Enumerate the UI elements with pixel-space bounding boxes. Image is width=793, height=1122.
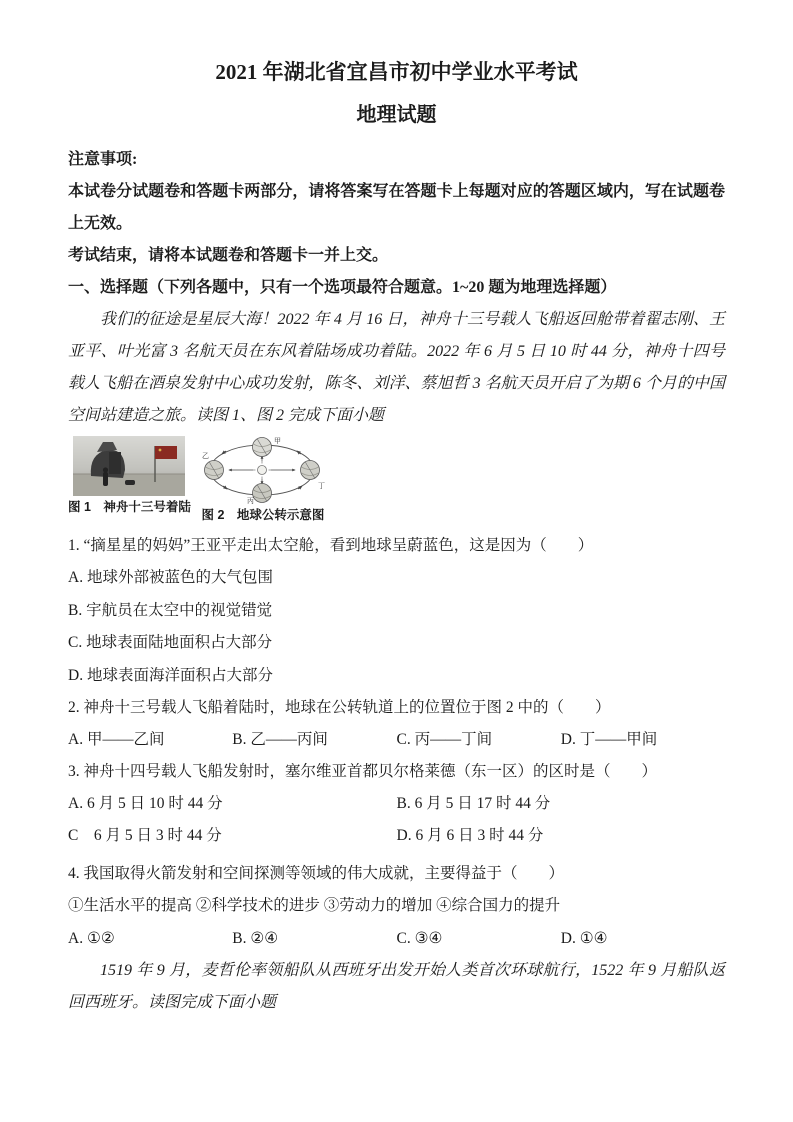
orbit-label-ding: 丁 [317, 482, 325, 490]
notice-rules: 本试卷分试题卷和答题卡两部分，请将答案写在答题卡上每题对应的答题区域内，写在试题卷上无效。 [68, 183, 725, 232]
question-4-option-b: B. ②④ [232, 929, 279, 947]
passage-magellan: 1519 年 9 月，麦哲伦率领船队从西班牙出发开始人类首次环球航行，1522 年 9 月船队返回西班牙。读图完成下面小题 [68, 961, 725, 1011]
exam-title: 2021 年湖北省宜昌市初中学业水平考试 [215, 60, 578, 84]
orbit-label-bing: 丙 [246, 497, 254, 504]
question-1-stem: 1. “摘星星的妈妈”王亚平走出太空舱，看到地球呈蔚蓝色，这是因为（ ） [68, 537, 594, 554]
exam-subtitle: 地理试题 [356, 104, 437, 126]
earth-revolution-diagram [201, 436, 325, 504]
question-4-option-c: C. ③④ [396, 929, 443, 947]
orbit-label-jia: 甲 [273, 437, 281, 445]
question-4-sub-items: ①生活水平的提高 ②科学技术的进步 ③劳动力的增加 ④综合国力的提升 [68, 897, 561, 914]
question-3-option-d: D. 6 月 6 日 3 时 44 分 [396, 827, 544, 844]
section-heading: 一、选择题（下列各题中，只有一个选项最符合题意。1~20 题为地理选择题） [68, 279, 617, 296]
question-3-stem: 3. 神舟十四号载人飞船发射时，塞尔维亚首都贝尔格莱德（东一区）的区时是（ ） [68, 763, 658, 780]
question-2-option-a: A. 甲——乙间 [68, 731, 165, 748]
question-4-option-a: A. ①② [68, 929, 115, 947]
question-4-option-d: D. ①④ [560, 929, 608, 947]
figure-1-caption: 图 1 神舟十三号着陆 [68, 500, 191, 514]
notice-heading: 注意事项: [68, 151, 138, 168]
question-1-option-c: C. 地球表面陆地面积占大部分 [68, 634, 273, 651]
question-1-option-d: D. 地球表面海洋面积占大部分 [68, 666, 273, 684]
question-3-options-row-2 [68, 820, 725, 852]
figure-2-earth-revolution [201, 436, 325, 524]
question-4-stem: 4. 我国取得火箭发射和空间探测等领域的伟大成就，主要得益于（ ） [68, 865, 565, 882]
question-2-options [68, 724, 725, 756]
orbit-label-yi: 乙 [201, 452, 209, 460]
question-2-stem: 2. 神舟十三号载人飞船着陆时，地球在公转轨道上的位置位于图 2 中的（ ） [68, 699, 611, 716]
question-4-options [68, 923, 725, 955]
question-1-option-b: B. 宇航员在太空中的视觉错觉 [68, 601, 273, 619]
passage-shenzhou: 我们的征途是星辰大海！2022 年 4 月 16 日，神舟十三号载人飞船返回舱带着翟志刚、王亚平、叶光富 3 名航天员在东风着陆场成功着陆。2022 年 6 月 5 日 10 时 44 分，神舟十四号载人飞船在酒泉发射中心成功发射，陈冬、刘洋、蔡旭哲 3 名航天员开启了为期 6 个月的中国空间站建造之旅。读图 1、图 2 完成下面小题 [68, 311, 725, 424]
question-2-option-c: C. 丙——丁间 [396, 731, 493, 748]
figure-2-caption: 图 2 地球公转示意图 [201, 508, 325, 522]
question-3-option-b: B. 6 月 5 日 17 时 44 分 [396, 795, 551, 812]
question-3-option-c: C 6 月 5 日 3 时 44 分 [68, 827, 222, 844]
question-3-options-row-1 [68, 788, 725, 820]
question-2-option-b: B. 乙——丙间 [232, 731, 328, 748]
question-1-option-a: A. 地球外部被蓝色的大气包围 [68, 569, 273, 586]
notice-submit: 考试结束，请将本试题卷和答题卡一并上交。 [68, 247, 389, 264]
shenzhou-landing-photo [73, 436, 185, 496]
question-2-option-d: D. 丁——甲间 [560, 731, 658, 748]
figure-1-shenzhou-landing [68, 436, 191, 516]
figure-row [68, 436, 725, 524]
question-3-option-a: A. 6 月 5 日 10 时 44 分 [68, 795, 223, 812]
